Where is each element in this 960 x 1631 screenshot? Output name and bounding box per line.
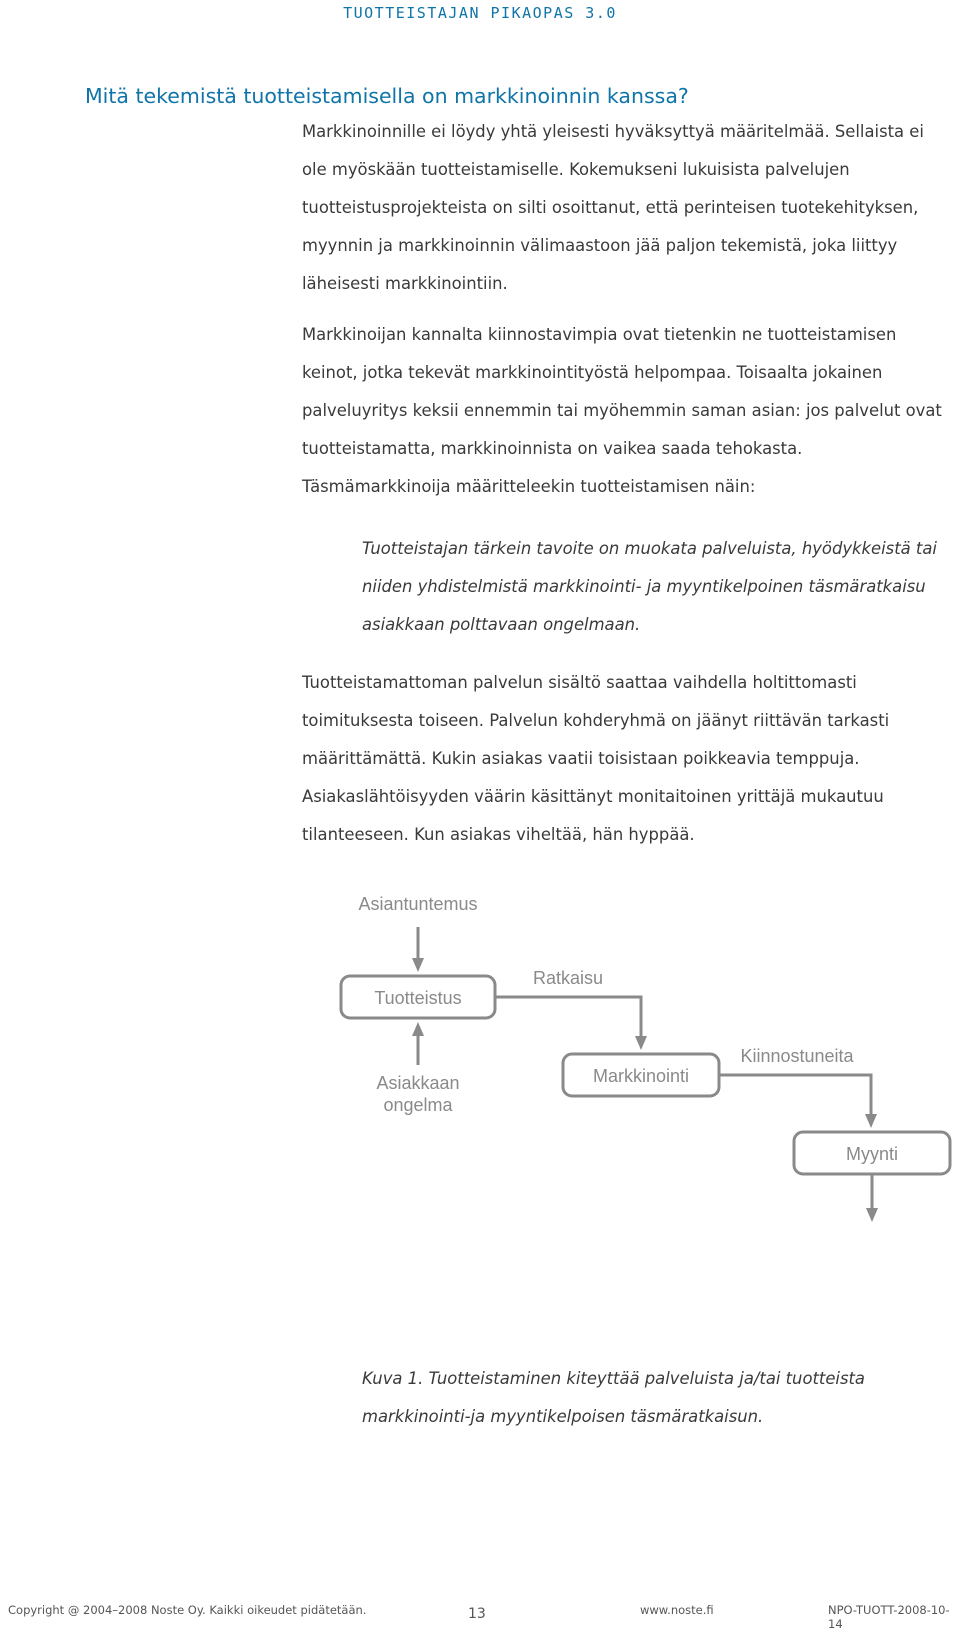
- arrow-tuotteistus-to-markkinointi: [495, 997, 641, 1043]
- label-ratkaisu: Ratkaisu: [532, 968, 604, 988]
- definition-quote: Tuotteistajan tärkein tavoite on muokata palveluista, hyödykkeistä tai niiden yhdistelmistä markkinointi- ja myyntikelpoinen täsmäratkaisu asiakkaan polttavaan ongelmaan.: [362, 539, 937, 634]
- section-heading: Mitä tekemistä tuotteistamisella on markkinoinnin kanssa?: [85, 84, 689, 108]
- running-header: TUOTTEISTAJAN PIKAOPAS 3.0: [343, 4, 617, 22]
- paragraph-3: Tuotteistamattoman palvelun sisältö saattaa vaihdella holtittomasti toimituksesta toiseen. Palvelun kohderyhmä on jäänyt riittävän tarkasti määrittämättä. Kukin asiakas vaatii toisistaan poikkeavia temppuja. Asiakaslähtöisyyden väärin käsittänyt monitaitoinen yrittäjä mukautuu tilanteeseen. Kun asiakas viheltää, hän hyppää.: [302, 673, 890, 844]
- paragraph-2: Markkinoijan kannalta kiinnostavimpia ovat tietenkin ne tuotteistamisen keinot, jotka tekevät markkinointityöstä helpompaa. Toisaalta jokainen palveluyritys keksii ennemmin tai myöhemmin saman asian: jos palvelut ovat tuotteistamatta, markkinoinnista on vaikea saada tehokasta. Täsmämarkkinoija määritteleekin tuotteistamisen näin:: [302, 325, 942, 496]
- page-number: 13: [468, 1606, 486, 1622]
- label-tuotteistus: Tuotteistus: [374, 988, 462, 1008]
- figure-caption: Kuva 1. Tuotteistaminen kiteyttää palveluista ja/tai tuotteista markkinointi-ja myyntikelpoisen täsmäratkaisun.: [362, 1369, 865, 1426]
- footer-copyright: Copyright @ 2004–2008 Noste Oy. Kaikki oikeudet pidätetään.: [8, 1603, 367, 1617]
- label-kiinnostuneita: Kiinnostuneita: [740, 1046, 854, 1066]
- label-asiantuntemus: Asiantuntemus: [358, 894, 478, 914]
- footer-doc-code: NPO-TUOTT-2008-10-14: [828, 1603, 950, 1631]
- label-markkinointi: Markkinointi: [592, 1066, 690, 1086]
- label-myynti: Myynti: [845, 1144, 899, 1164]
- arrow-markkinointi-to-myynti: [719, 1075, 871, 1121]
- process-diagram: [0, 894, 960, 1245]
- paragraph-1: Markkinoinnille ei löydy yhtä yleisesti hyväksyttyä määritelmää. Sellaista ei ole myöskään tuotteistamiselle. Kokemukseni lukuisista palvelujen tuotteistusprojekteista on silti osoittanut, että perinteisen tuotekehityksen, myynnin ja markkinoinnin välimaastoon jää paljon tekemistä, joka liittyy läheisesti markkinointiin.: [302, 122, 924, 293]
- label-ongelma: ongelma: [383, 1095, 453, 1115]
- label-asiakkaan: Asiakkaan: [376, 1073, 460, 1093]
- footer-website[interactable]: www.noste.fi: [640, 1603, 714, 1617]
